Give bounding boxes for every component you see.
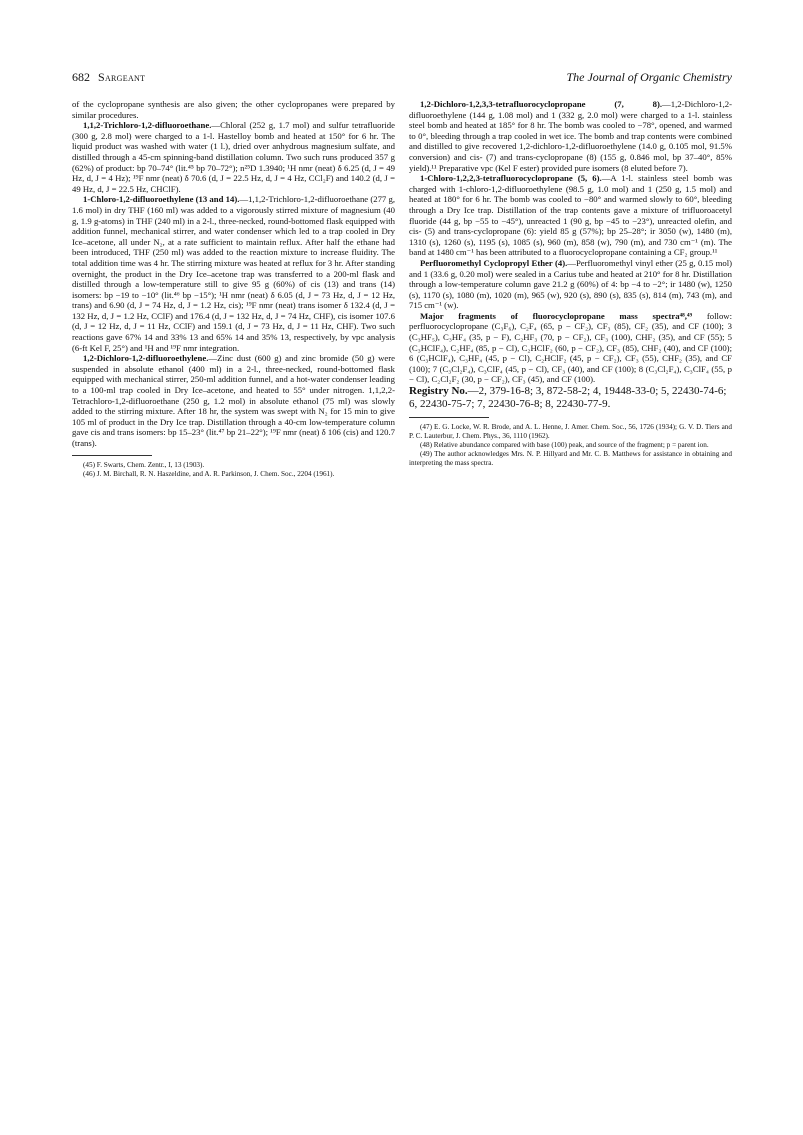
- section-heading: 1,1,2-Trichloro-1,2-difluoroethane.: [83, 120, 212, 131]
- running-author: Sargeant: [98, 70, 146, 84]
- left-column: [72, 99, 395, 479]
- paragraph-intro: of the cyclopropane synthesis are also given; the other cyclopropanes were prepared by similar procedures.: [72, 99, 395, 120]
- section-heading: 1,2-Dichloro-1,2-difluoroethylene.: [83, 353, 209, 364]
- section-heading: 1,2-Dichloro-1,2,3,3-tetrafluorocyclopropane (7, 8).: [420, 99, 663, 109]
- paragraph-chlorotetrafluorocyclopropane: [409, 173, 732, 258]
- footnote-49: (49) The author acknowledges Mrs. N. P. Hillyard and Mr. C. B. Matthews for assistance in obtaining and interpreting the mass spectra.: [409, 450, 732, 468]
- section-body: —1,2-Dichloro-1,2-difluoroethylene (144 g, 1.08 mol) and 1 (332 g, 2.0 mol) were charged to a 1-l. stainless steel bomb and heated at 185° for 8 hr. The bomb was cooled to −78°, opened, and warmed to 0°, bleeding through a trap cooled in wet ice. The bomb and trap contents were combined and distilled to give recovered 1,2-dichloro-1,2-difluoroethylene (14.0 g, 0.105 mol, 91.5% conversion) and cis- (7) and trans-cyclopropane (8) (155 g, 0.846 mol, bp 37–40°, 85% yield).¹¹ Preparative vpc (Kel F ester) provided pure isomers (8 eluted before 7).: [409, 99, 732, 173]
- section-heading: Major fragments of fluorocyclopropane mass spectra⁴⁸,⁴⁹: [420, 310, 693, 321]
- footnote-divider: [72, 455, 152, 456]
- paragraph-mass-spectra: [409, 311, 732, 385]
- section-heading: 1-Chloro-1,2,2,3-tetrafluorocyclopropane (5, 6).: [420, 173, 602, 184]
- paragraph-perfluoromethyl-ether: [409, 258, 732, 311]
- registry-numbers: [409, 385, 732, 411]
- section-body: follow: perfluorocyclopropane (C₃F₆), C₂F₄ (65, p − CF₂), CF₃ (85), CF₂ (35), and CF (100); 3 (C₃HF₅), C₃HF₄ (35, p − F), C₂HF₃ (70, p − CF₂), CF₃ (100), CHF₂ (35), and CF (55); 5 (C₃HClF₄), C₂HF₄ (85, p − Cl), C₂HClF₂ (60, p − CF₂), CF₃ (85), CHF₂ (40), and CF (100); 6 (C₃HClF₄), C₃HF₄ (45, p − Cl), C₂HClF₂ (45, p − CF₂), CF₃ (55), CHF₂ (35), and CF (100); 7 (C₃Cl₂F₄), C₃ClF₄ (45, p − Cl), CF₃ (40), and CF (100); 8 (C₃Cl₂F₄), C₃ClF₄ (55, p − Cl), C₂Cl₂F₂ (30, p − CF₂), CF₃ (45), and CF (100).: [409, 310, 732, 385]
- footnote-45: (45) F. Swarts, Chem. Zentr., I, 13 (1903).: [83, 460, 205, 469]
- section-body: —1,1,2-Trichloro-1,2-difluoroethane (277 g, 1.6 mol) in dry THF (160 ml) was added to a vigorously stirred mixture of magnesium (40 g, 1.9 g-atoms) in THF (240 ml) in a 2-l., three-necked, round-bottomed flask equipped with addition funnel, mechanical stirrer, and water condenser which led to a trap cooled in Dry Ice–acetone, all under N₂, at a rate sufficient to maintain reflux. After half the ethane had been introduced, THF (250 ml) was added to the reaction mixture to increase fluidity. The total addition time was 4 hr. The stirring mixture was heated at reflux for 3 hr. After standing overnight, the product in the Dry Ice–acetone trap was transferred to a 200-ml flask and distilled through a low-temperature still to give 95 g (60%) of cis (13) and trans (14) isomers: bp −19 to −10° (lit.⁴⁶ bp −15°); ¹H nmr (neat) δ 6.05 (d, J = 73 Hz, d, J = 12 Hz, trans) and 6.90 (d, J = 74 Hz, d, J = 1.2 Hz, cis); ¹⁹F nmr (neat) trans isomer δ 132.4 (d, J = 132 Hz, d, J = 1.2 Hz, CClF) and 176.4 (d, J = 132 Hz, d, J = 74 Hz, CHF), cis isomer 107.6 (d, J = 12 Hz, d, J = 11 Hz, CClF) and 159.1 (d, J = 73 Hz, d, J = 11 Hz, CHF). Two such reactions gave 67% 14 and 33% 13 and 65% 14 and 35% 13, respectively, by vpc analysis (6-ft Kel F, 25°) and ¹H and ¹⁹F nmr integration.: [72, 194, 395, 353]
- right-column: [409, 99, 732, 468]
- section-heading: 1-Chloro-1,2-difluoroethylene (13 and 14).: [83, 194, 240, 205]
- footnote-48: (48) Relative abundance compared with base (100) peak, and source of the fragment; p = parent ion.: [420, 441, 709, 450]
- footnote-divider: [409, 417, 489, 418]
- paragraph-dichlorodifluoroethylene: [72, 353, 395, 448]
- section-body: —Chloral (252 g, 1.7 mol) and sulfur tetrafluoride (300 g, 2.8 mol) were charged to a 1-l. Hastelloy bomb and heated at 150° for 6 hr. The liquid product was washed with water (1 l.), dried over anhydrous magnesium sulfate, and distilled through a 45-cm spinning-band distillation column. Two such runs produced 357 g (62%) of product: bp 70–74° (lit.⁴⁵ bp 70–72°); n²⁵D 1.3940; ¹H nmr (neat) δ 6.25 (d, J = 49 Hz, d, J = 4 Hz); ¹⁹F nmr (neat) δ 70.6 (d, J = 22.5 Hz, d, J = 4 Hz, CCl₂F) and 140.2 (d, J = 49 Hz, d, J = 22.5 Hz, CHClF).: [72, 120, 395, 194]
- footnote-46: (46) J. M. Birchall, R. N. Haszeldine, and A. R. Parkinson, J. Chem. Soc., 2204 (1961).: [83, 469, 335, 478]
- paragraph-tetrafluorocyclopropane: [409, 99, 732, 173]
- section-heading: Perfluoromethyl Cyclopropyl Ether (4).: [420, 257, 568, 268]
- paragraph-trichloroethane: [72, 120, 395, 194]
- registry-list: —2, 379-16-8; 3, 872-58-2; 4, 19448-33-0; 5, 22430-74-6; 6, 22430-75-7; 7, 22430-76-8; 8, 22430-77-9.: [409, 385, 727, 411]
- page-number: 682: [72, 70, 90, 84]
- footnote-47: (47) E. G. Locke, W. R. Brode, and A. L. Henne, J. Amer. Chem. Soc., 56, 1726 (1934); G. V. D. Tiers and P. C. Lauterbur, J. Chem. Phys., 36, 1110 (1962).: [409, 423, 732, 441]
- journal-title: The Journal of Organic Chemistry: [566, 70, 732, 84]
- section-body: —Zinc dust (600 g) and zinc bromide (50 g) were suspended in absolute ethanol (400 ml) in a 2-l., three-necked, round-bottomed flask equipped with mechanical stirrer, 250-ml addition funnel, and a hot-water condenser leading to a 100-ml trap cooled in Dry Ice–acetone, and heated to 55° under nitrogen. 1,1,2,2-Tetrachloro-1,2-difluoroethane (250 g, 1.2 mol) in absolute ethanol (75 ml) was slowly added to the stirring mixture. After 18 hr, the system was swept with N₂ for 15 min to give 105 ml of product in the Dry Ice trap. Distillation through a 40-cm low-temperature column gave cis and trans isomers: bp 15–23° (lit.⁴⁷ bp 21–22°); ¹⁹F nmr (neat) δ 106 (cis) and 120.7 (trans).: [72, 353, 395, 448]
- running-header: [72, 70, 732, 86]
- section-body: —A 1-l. stainless steel bomb was charged with 1-chloro-1,2-difluoroethylene (98.5 g, 1.0 mol) and 1 (250 g, 1.5 mol) and heated at 180° for 6 hr. The bomb was cooled to −80° and warmed slowly to 60°, bleeding through a Dry Ice trap. Distillation of the trap contents gave a mixture of trifluoroacetyl fluoride (44 g, bp −55 to −45°), unreacted 1 (90 g, bp −45 to −23°), unreacted olefin, and cis- (5) and trans-cyclopropane (6): yield 85 g (57%); bp 25–28°; ir 3050 (w), 1480 (m), 1310 (s), 1260 (s), 1195 (s), 1085 (s), 960 (m), 858 (w), 790 (m), and 730 cm⁻¹ (m). The band at 1480 cm⁻¹ has been attributed to a fluorocyclopropane containing a CF₂ group.¹¹: [409, 173, 732, 258]
- section-body: —Perfluoromethyl vinyl ether (25 g, 0.15 mol) and 1 (33.6 g, 0.20 mol) were sealed in a Carius tube and heated at 210° for 8 hr. Distillation through a low-temperature column gave 21.2 g (60%) of 4: bp −4 to −2°; ir 1480 (w), 1250 (s), 1170 (s), 1080 (m), 1020 (m), 965 (w), 920 (s), 890 (s), 835 (s), 814 (m), 743 (m), and 715 cm⁻¹ (w).: [409, 257, 733, 311]
- registry-label: Registry No.: [409, 385, 468, 398]
- paragraph-chlorodifluoroethylene: [72, 194, 395, 353]
